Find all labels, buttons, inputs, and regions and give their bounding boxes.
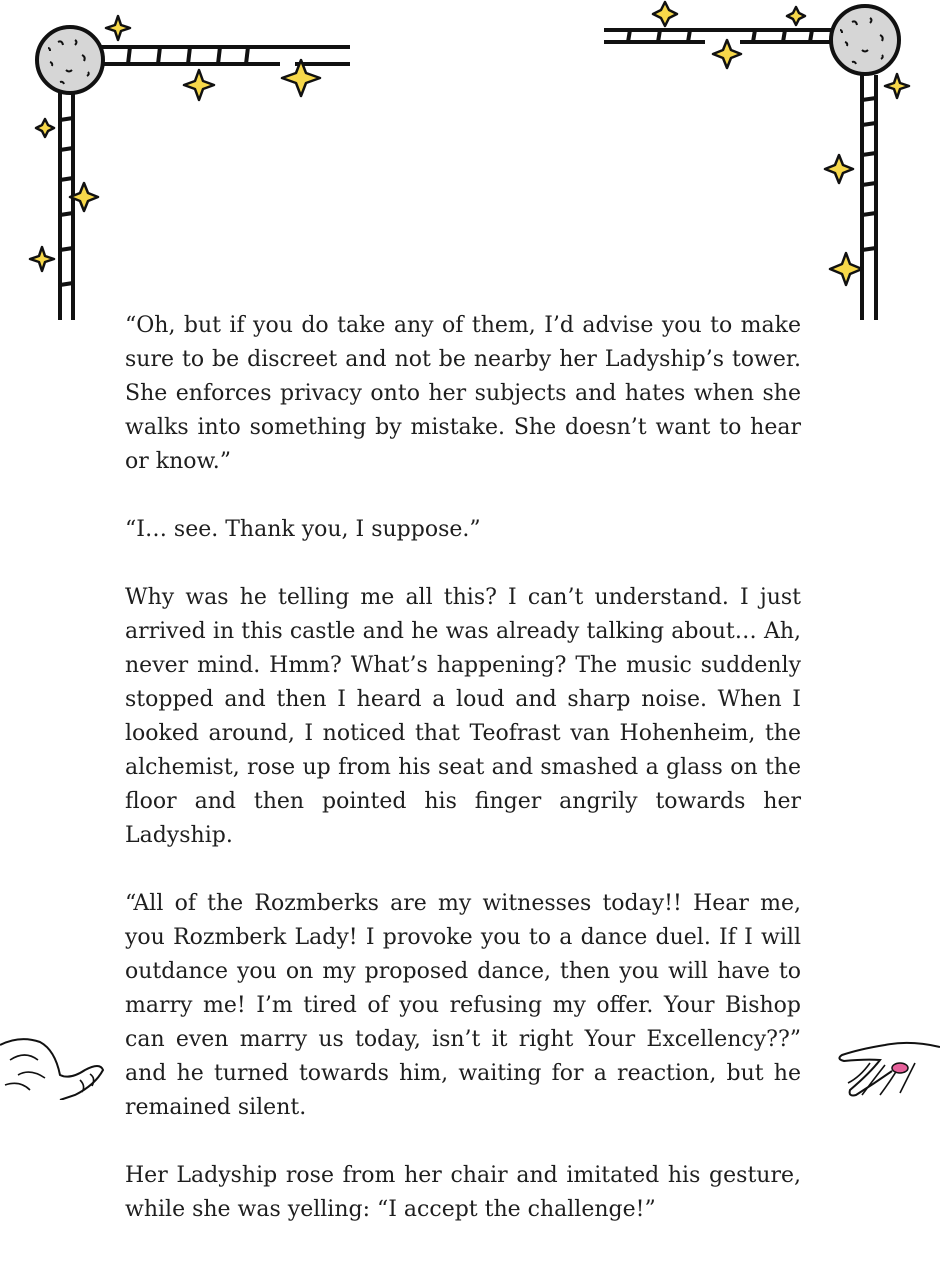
- ring-icon: [892, 1063, 908, 1073]
- ladder-horizontal: [604, 30, 835, 42]
- paragraph: Why was he telling me all this? I can’t understand. I just arrived in this castle and he was already talking about… Ah, never mind. Hmm? What’s happening? The music suddenly stopped and then I heard a loud and sharp noise. When I looked around, I noticed that Teofrast van Hohenheim, the alchemist, rose up from his seat and smashed a glass on the floor and then pointed his finger angrily towards her Ladyship.: [125, 585, 801, 848]
- paragraph: Her Ladyship rose from her chair and imitated his gesture, while she was yelling: “I accept the challenge!”: [125, 1163, 801, 1222]
- paragraph: “All of the Rozmberks are my witnesses today!! Hear me, you Rozmberk Lady! I provoke you to a dance duel. If I will outdance you on my proposed dance, then you will have to marry me! I’m tired of you refusing my offer. Your Bishop can even marry us today, isn’t it right Your Excellency??” and he turned towards him, waiting for a reaction, but he remained silent.: [125, 891, 801, 1120]
- moon-icon: [37, 27, 103, 93]
- corner-decoration-top-right: [590, 0, 940, 330]
- hand-illustration-left: [0, 1030, 110, 1100]
- ladder-vertical: [60, 90, 73, 320]
- ladder-vertical: [862, 75, 876, 320]
- hand-illustration-right: [830, 1035, 940, 1100]
- paragraph: “Oh, but if you do take any of them, I’d advise you to make sure to be discreet and not be nearby her Ladyship’s tower. She enforces privacy onto her subjects and hates when she walks into something by mistake. She doesn’t want to hear or know.”: [125, 313, 801, 474]
- corner-decoration-top-left: [0, 0, 360, 330]
- paragraph: “I… see. Thank you, I suppose.”: [125, 517, 481, 542]
- moon-icon: [831, 6, 899, 74]
- ladder-horizontal: [100, 47, 350, 64]
- story-text: [125, 309, 801, 1261]
